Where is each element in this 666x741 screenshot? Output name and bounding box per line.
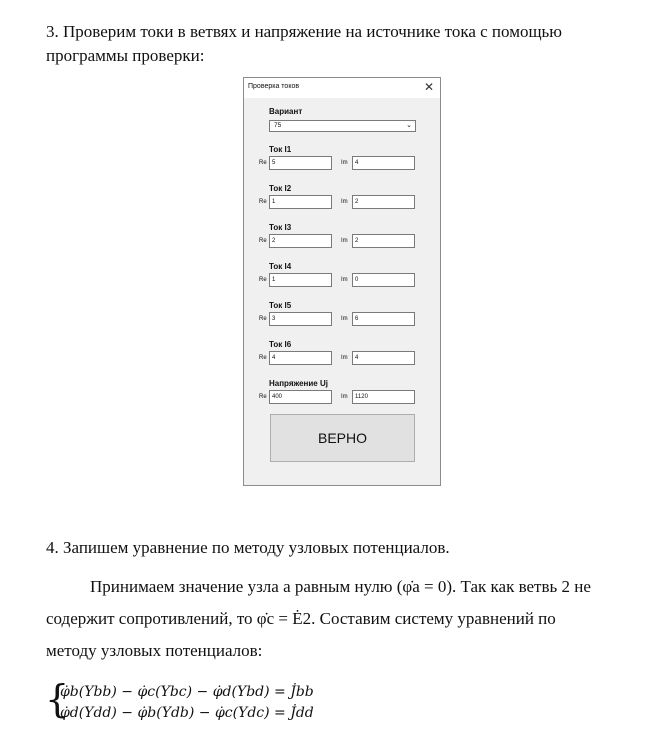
- group-label-uj: Напряжение Uj: [269, 379, 328, 388]
- re-label: Re: [259, 316, 267, 322]
- im-label: Im: [341, 238, 348, 244]
- section4-line2: Принимаем значение узла a равным нулю (φ̇a = 0). Так как ветвь 2 не: [90, 577, 591, 596]
- close-icon[interactable]: ✕: [423, 80, 434, 94]
- check-currents-window: [243, 77, 441, 486]
- section4-line3: содержит сопротивлений, то φ̇c = Ė2. Составим систему уравнений по: [46, 609, 556, 628]
- re-label: Re: [259, 238, 267, 244]
- equation-1: φ̇b(Ybb) − φ̇c(Ybc) − φ̇d(Ybd) = J̇bb: [60, 684, 314, 700]
- im-label: Im: [341, 277, 348, 283]
- i2-im-input[interactable]: 2: [352, 195, 415, 209]
- i4-re-input[interactable]: 1: [269, 273, 332, 287]
- group-label-i4: Ток I4: [269, 262, 292, 271]
- re-label: Re: [259, 355, 267, 361]
- section4-line1: 4. Запишем уравнение по методу узловых потенциалов.: [46, 538, 450, 557]
- uj-re-input[interactable]: 400: [269, 390, 332, 404]
- uj-im-input[interactable]: 1120: [352, 390, 415, 404]
- system-brace: {: [45, 677, 70, 721]
- group-label-i1: Ток I1: [269, 145, 292, 154]
- group-label-i5: Ток I5: [269, 301, 292, 310]
- window-titlebar: [244, 78, 440, 98]
- verify-button[interactable]: ВЕРНО: [270, 414, 415, 462]
- section4-line4: методу узловых потенциалов:: [46, 641, 263, 660]
- variant-value: 75: [274, 122, 282, 129]
- i3-im-input[interactable]: 2: [352, 234, 415, 248]
- variant-label: Вариант: [269, 107, 303, 116]
- im-label: Im: [341, 394, 348, 400]
- i4-im-input[interactable]: 0: [352, 273, 415, 287]
- equation-2: φ̇d(Ydd) − φ̇b(Ydb) − φ̇c(Ydc) = J̇dd: [60, 705, 314, 721]
- group-label-i6: Ток I6: [269, 340, 292, 349]
- re-label: Re: [259, 277, 267, 283]
- im-label: Im: [341, 199, 348, 205]
- group-label-i3: Ток I3: [269, 223, 292, 232]
- im-label: Im: [341, 316, 348, 322]
- i6-re-input[interactable]: 4: [269, 351, 332, 365]
- i6-im-input[interactable]: 4: [352, 351, 415, 365]
- variant-select[interactable]: [269, 120, 416, 132]
- i5-re-input[interactable]: 3: [269, 312, 332, 326]
- im-label: Im: [341, 355, 348, 361]
- chevron-down-icon: ⌄: [406, 122, 412, 129]
- re-label: Re: [259, 160, 267, 166]
- i2-re-input[interactable]: 1: [269, 195, 332, 209]
- section3-line1: 3. Проверим токи в ветвях и напряжение на источнике тока с помощью: [46, 22, 563, 41]
- re-label: Re: [259, 394, 267, 400]
- i1-im-input[interactable]: 4: [352, 156, 415, 170]
- im-label: Im: [341, 160, 348, 166]
- i5-im-input[interactable]: 6: [352, 312, 415, 326]
- group-label-i2: Ток I2: [269, 184, 292, 193]
- i1-re-input[interactable]: 5: [269, 156, 332, 170]
- section3-line2: программы проверки:: [46, 46, 205, 65]
- window-title: Проверка токов: [248, 83, 300, 90]
- re-label: Re: [259, 199, 267, 205]
- i3-re-input[interactable]: 2: [269, 234, 332, 248]
